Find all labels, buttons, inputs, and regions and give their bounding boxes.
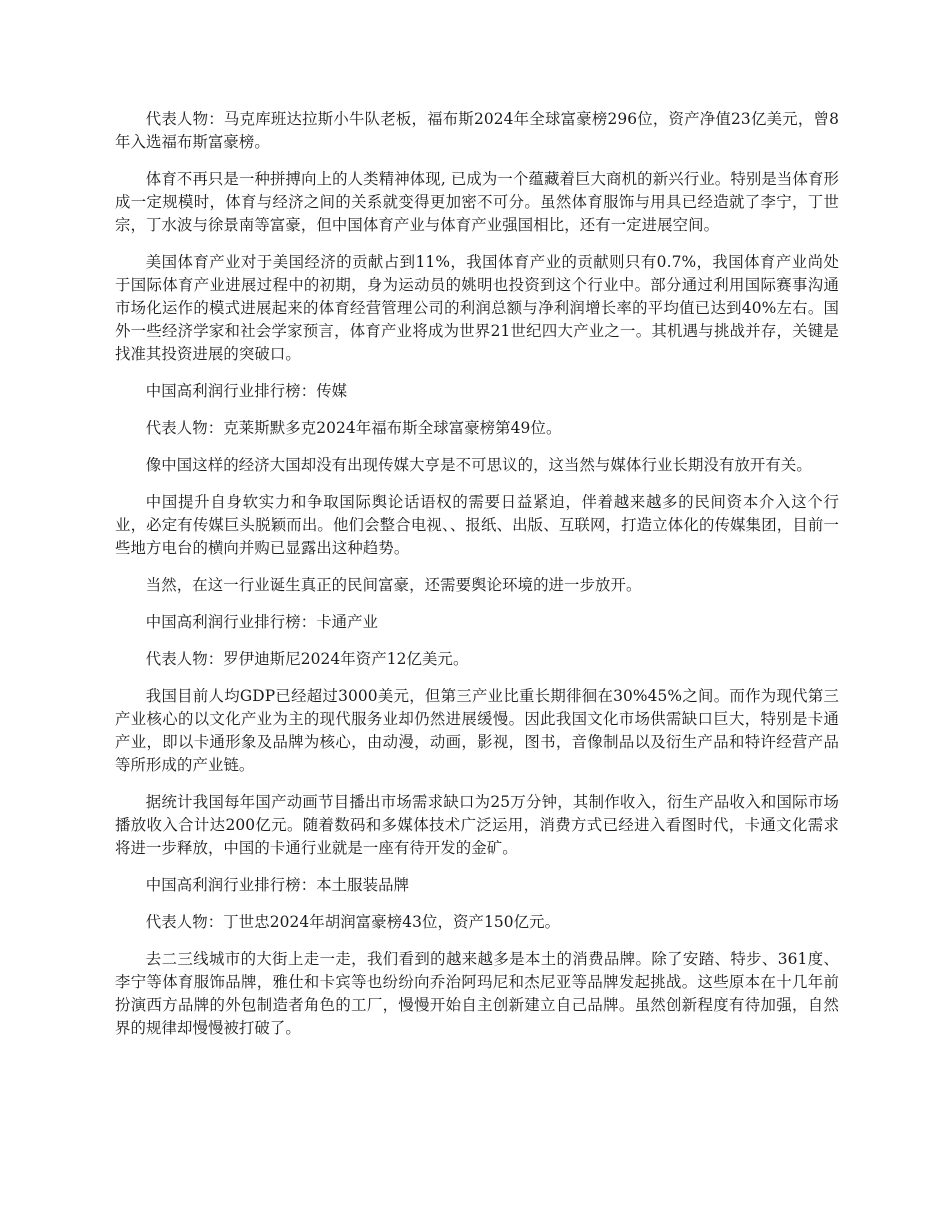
paragraph-1: 代表人物：马克库班达拉斯小牛队老板，福布斯2024年全球富豪榜296位，资产净值23亿美元，曾8年入选福布斯富豪榜。 bbox=[115, 110, 839, 151]
section-heading-cartoon: 中国高利润行业排行榜：卡通产业 bbox=[145, 613, 379, 631]
paragraph-12: 据统计我国每年国产动画节目播出市场需求缺口为25万分钟，其制作收入，衍生产品收入和国际市场播放收入合计达200亿元。随着数码和多媒体技术广泛运用，消费方式已经进入看图时代，卡通文化需求将进一步释放，中国的卡通行业就是一座有待开发的金矿。 bbox=[115, 793, 839, 857]
paragraph-5: 代表人物：克莱斯默多克2024年福布斯全球富豪榜第49位。 bbox=[145, 419, 562, 437]
paragraph-14: 代表人物：丁世忠2024年胡润富豪榜43位，资产150亿元。 bbox=[145, 913, 561, 931]
paragraph-6: 像中国这样的经济大国却没有出现传媒大亨是不可思议的，这当然与媒体行业长期没有放开有关。 bbox=[145, 456, 812, 474]
paragraph-2: 体育不再只是一种拼搏向上的人类精神体现, 已成为一个蕴藏着巨大商机的新兴行业。特别是当体育形成一定规模时，体育与经济之间的关系就变得更加密不可分。虽然体育服饰与用具已经造就了李宁，丁世宗，丁水波与徐景南等富豪，但中国体育产业与体育产业强国相比，还有一定进展空间。 bbox=[115, 170, 839, 234]
paragraph-11: 我国目前人均GDP已经超过3000美元，但第三产业比重长期徘徊在30%45%之间。而作为现代第三产业核心的以文化产业为主的现代服务业却仍然进展缓慢。因此我国文化市场供需缺口巨大，特别是卡通产业，即以卡通形象及品牌为核心，由动漫，动画，影视，图书，音像制品以及衍生产品和特许经营产品等所形成的产业链。 bbox=[115, 687, 839, 774]
document-body bbox=[115, 108, 839, 1054]
section-heading-media: 中国高利润行业排行榜：传媒 bbox=[145, 382, 348, 400]
paragraph-7: 中国提升自身软实力和争取国际舆论话语权的需要日益紧迫，伴着越来越多的民间资本介入这个行业，必定有传媒巨头脱颖而出。他们会整合电视、、报纸、出版、互联网，打造立体化的传媒集团，目前一些地方电台的横向并购已显露出这种趋势。 bbox=[115, 493, 839, 557]
paragraph-8: 当然，在这一行业诞生真正的民间富豪，还需要舆论环境的进一步放开。 bbox=[145, 576, 642, 594]
paragraph-10: 代表人物：罗伊迪斯尼2024年资产12亿美元。 bbox=[145, 650, 469, 668]
paragraph-15: 去二三线城市的大街上走一走，我们看到的越来越多是本土的消费品牌。除了安踏、特步、361度、李宁等体育服饰品牌，雅仕和卡宾等也纷纷向乔治阿玛尼和杰尼亚等品牌发起挑战。这些原本在十几年前扮演西方品牌的外包制造者角色的工厂，慢慢开始自主创新建立自己品牌。虽然创新程度有待加强，自然界的规律却慢慢被打破了。 bbox=[115, 950, 839, 1037]
section-heading-apparel: 中国高利润行业排行榜：本土服装品牌 bbox=[145, 876, 410, 894]
paragraph-3: 美国体育产业对于美国经济的贡献占到11%，我国体育产业的贡献则只有0.7%，我国体育产业尚处于国际体育产业进展过程中的初期，身为运动员的姚明也投资到这个行业中。部分通过利用国际赛事沟通市场化运作的模式进展起来的体育经营管理公司的利润总额与净利润增长率的平均值已达到40%左右。国外一些经济学家和社会学家预言，体育产业将成为世界21世纪四大产业之一。其机遇与挑战并存，关键是找准其投资进展的突破口。 bbox=[115, 253, 839, 363]
